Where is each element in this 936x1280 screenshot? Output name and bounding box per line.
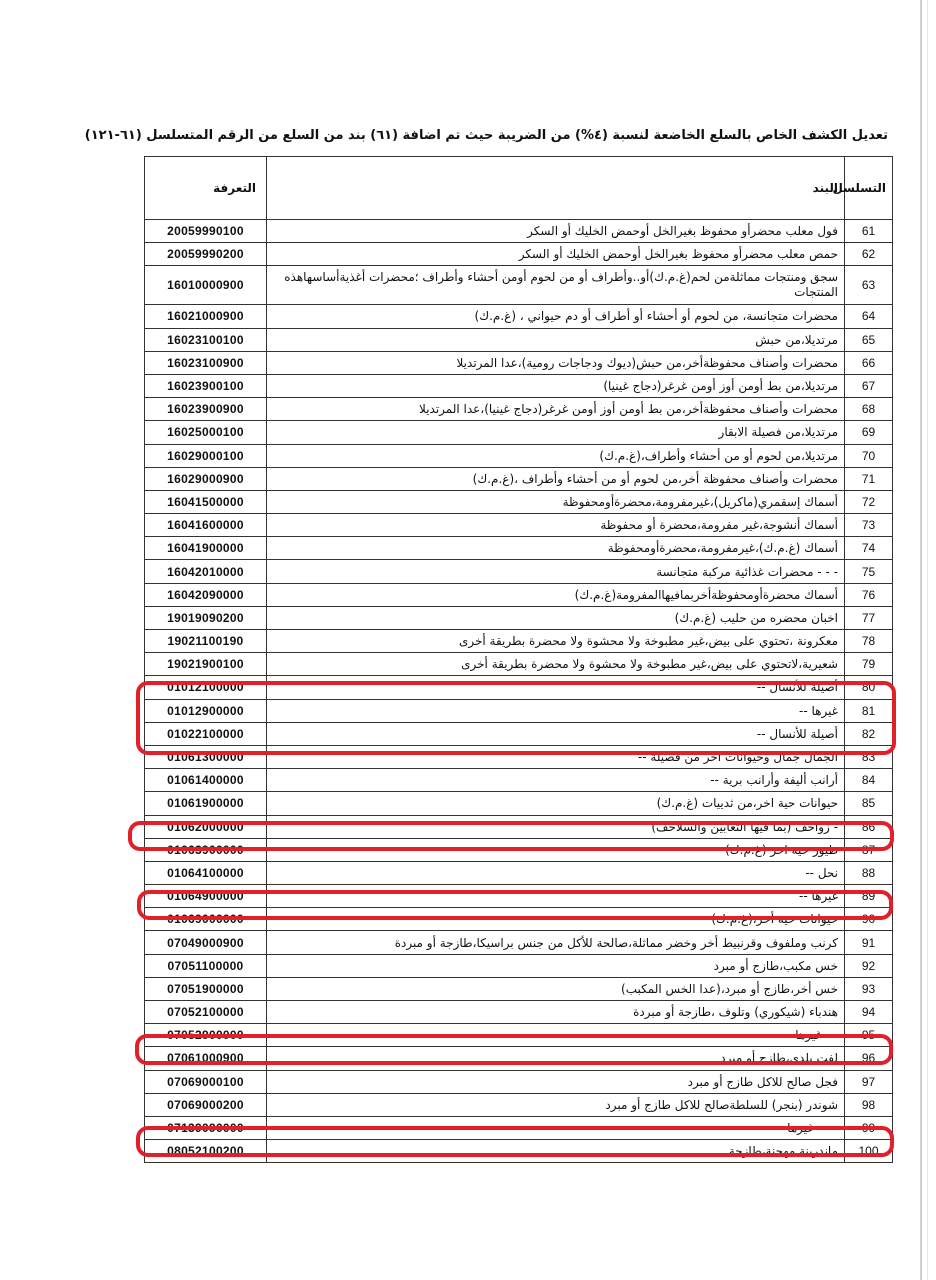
- page-edge-shadow: [927, 0, 928, 1280]
- header-serial: التسلسل: [845, 157, 893, 220]
- table-row: [145, 305, 893, 328]
- row-tariff-code: 01022100000: [145, 722, 267, 745]
- document-heading: تعديل الكشف الخاص بالسلع الخاضعة لنسبة (٤%) من الضريبة حيث تم اضافة (٦١) بند من السلع من الرقم المتسلسل (٦١-١٢١): [84, 128, 888, 143]
- row-item-description: محضرات متجانسة، من لحوم أو أحشاء أو أطراف أو دم حيواني ، (غ.م.ك): [267, 305, 845, 328]
- row-tariff-code: 01069000000: [145, 908, 267, 931]
- row-serial: 78: [845, 630, 893, 653]
- row-item-description: خس أخر،طازج أو مبرد،(عدا الخس المكبب): [267, 977, 845, 1000]
- tariff-table: [144, 156, 893, 1163]
- row-item-description: مرتديلا،من لحوم أو من أحشاء وأطراف،(غ.م.ك): [267, 444, 845, 467]
- row-item-description: معكرونة ،تحتوي على بيض،غير مطبوخة ولا محشوة ولا محضرة بطريقة أخرى: [267, 630, 845, 653]
- row-item-description: شوندر (بنجر) للسلطةصالح للاكل طازج أو مبرد: [267, 1093, 845, 1116]
- row-tariff-code: 07049000900: [145, 931, 267, 954]
- row-tariff-code: 19019090200: [145, 606, 267, 629]
- row-item-description: محضرات وأصناف محفوظةأخر،من بط أومن أوز أومن غرغر(دجاج غينيا)،عدا المرتديلا: [267, 398, 845, 421]
- row-tariff-code: 01062000000: [145, 815, 267, 838]
- row-item-description: أصيلة للأنسال --: [267, 676, 845, 699]
- row-item-description: حيوانات حية أخر،(غ.م.ك): [267, 908, 845, 931]
- row-serial: 86: [845, 815, 893, 838]
- row-serial: 94: [845, 1001, 893, 1024]
- row-tariff-code: 08052100200: [145, 1140, 267, 1163]
- table-row: [145, 398, 893, 421]
- row-serial: 98: [845, 1093, 893, 1116]
- row-tariff-code: 20059990100: [145, 220, 267, 243]
- row-item-description: أسماك (غ.م.ك)،غيرمفرومة،محضرةأومحفوظة: [267, 537, 845, 560]
- row-tariff-code: 16029000900: [145, 467, 267, 490]
- table-row: [145, 769, 893, 792]
- row-serial: 80: [845, 676, 893, 699]
- table-row: [145, 243, 893, 266]
- row-tariff-code: 07051900000: [145, 977, 267, 1000]
- table-row: [145, 374, 893, 397]
- row-tariff-code: 16010000900: [145, 266, 267, 305]
- row-item-description: اخبان محضره من حليب (غ.م.ك): [267, 606, 845, 629]
- row-item-description: هندباء (شيكوري) وتلوف ،طازجة أو مبردة: [267, 1001, 845, 1024]
- row-item-description: غيرها --: [267, 885, 845, 908]
- row-serial: 81: [845, 699, 893, 722]
- row-item-description: أصيلة للأنسال --: [267, 722, 845, 745]
- row-serial: 67: [845, 374, 893, 397]
- row-serial: 84: [845, 769, 893, 792]
- row-tariff-code: 16021000900: [145, 305, 267, 328]
- table-row: [145, 444, 893, 467]
- row-tariff-code: 07051100000: [145, 954, 267, 977]
- table-row: [145, 1001, 893, 1024]
- header-tariff: التعرفة: [145, 157, 267, 220]
- row-tariff-code: 07139090000: [145, 1116, 267, 1139]
- page-edge: [920, 0, 922, 1280]
- row-item-description: - - - محضرات غذائية مركبة متجانسة: [267, 560, 845, 583]
- highlight-box-row-86: [128, 821, 894, 851]
- table-row: [145, 653, 893, 676]
- row-tariff-code: 16041500000: [145, 490, 267, 513]
- row-item-description: - - - غيرها: [267, 1116, 845, 1139]
- table-row: [145, 977, 893, 1000]
- row-item-description: حيوانات حية اخر،من ثدييات (غ.م.ك): [267, 792, 845, 815]
- row-serial: 71: [845, 467, 893, 490]
- table-row: [145, 954, 893, 977]
- highlight-box-row-99: [136, 1126, 894, 1157]
- row-tariff-code: 19021900100: [145, 653, 267, 676]
- table-row: [145, 328, 893, 351]
- row-serial: 76: [845, 583, 893, 606]
- row-serial: 87: [845, 838, 893, 861]
- row-tariff-code: 16041900000: [145, 537, 267, 560]
- row-tariff-code: 07069000100: [145, 1070, 267, 1093]
- row-serial: 95: [845, 1024, 893, 1047]
- row-serial: 89: [845, 885, 893, 908]
- row-serial: 88: [845, 861, 893, 884]
- row-serial: 77: [845, 606, 893, 629]
- row-item-description: حمص معلب محضرأو محفوظ بغيرالخل أوحمض الخليك أو السكر: [267, 243, 845, 266]
- row-item-description: شعيرية،لاتحتوي على بيض،غير مطبوخة ولا محشوة ولا محضرة بطريقة أخرى: [267, 653, 845, 676]
- row-serial: 85: [845, 792, 893, 815]
- table-row: [145, 351, 893, 374]
- row-serial: 69: [845, 421, 893, 444]
- table-row: [145, 1093, 893, 1116]
- row-serial: 68: [845, 398, 893, 421]
- table-row: [145, 861, 893, 884]
- row-item-description: مرتديلا،من بط أومن أوز أومن غرغر(دجاج غينيا): [267, 374, 845, 397]
- table-row: [145, 583, 893, 606]
- row-serial: 61: [845, 220, 893, 243]
- row-item-description: فجل صالح للاكل طازج أو مبرد: [267, 1070, 845, 1093]
- row-item-description: مرتديلا،من فصيلة الابقار: [267, 421, 845, 444]
- row-serial: 73: [845, 514, 893, 537]
- row-serial: 100: [845, 1140, 893, 1163]
- table-row: [145, 792, 893, 815]
- table-row: [145, 560, 893, 583]
- row-tariff-code: 16029000100: [145, 444, 267, 467]
- header-item: البند: [267, 157, 845, 220]
- row-serial: 72: [845, 490, 893, 513]
- row-item-description: - - غيرها: [267, 1024, 845, 1047]
- row-serial: 97: [845, 1070, 893, 1093]
- row-tariff-code: 01012900000: [145, 699, 267, 722]
- row-tariff-code: 20059990200: [145, 243, 267, 266]
- highlight-box-rows-80-82: [136, 681, 896, 755]
- row-item-description: سجق ومنتجات مماثلةمن لحم(غ.م.ك)أو..وأطراف أو من لحوم أومن أحشاء وأطراف ؛محضرات أغذيةأساسهاهذه المنتجات: [267, 266, 845, 305]
- row-item-description: فول معلب محضرأو محفوظ بغيرالخل أوحمض الخليك أو السكر: [267, 220, 845, 243]
- row-serial: 62: [845, 243, 893, 266]
- table-row: [145, 490, 893, 513]
- row-item-description: أسماك إسقمري(ماكريل)،غيرمفرومة،محضرةأومحفوظة: [267, 490, 845, 513]
- table-row: [145, 467, 893, 490]
- row-item-description: ماندرينة مهجنة،طازجة: [267, 1140, 845, 1163]
- row-serial: 90: [845, 908, 893, 931]
- row-serial: 96: [845, 1047, 893, 1070]
- row-serial: 75: [845, 560, 893, 583]
- table-row: [145, 931, 893, 954]
- row-item-description: أسماك أنشوجة،غير مفرومة،محضرة أو محفوظة: [267, 514, 845, 537]
- row-serial: 66: [845, 351, 893, 374]
- row-item-description: أرانب أليفة وأرانب برية --: [267, 769, 845, 792]
- row-tariff-code: 01061400000: [145, 769, 267, 792]
- row-tariff-code: 07052900000: [145, 1024, 267, 1047]
- row-serial: 65: [845, 328, 893, 351]
- row-item-description: أسماك محضرةأومحفوظةأخربمافيهاالمفرومة(غ.م.ك): [267, 583, 845, 606]
- row-tariff-code: 16025000100: [145, 421, 267, 444]
- row-tariff-code: 01061900000: [145, 792, 267, 815]
- table-row: [145, 537, 893, 560]
- row-item-description: نحل --: [267, 861, 845, 884]
- row-serial: 83: [845, 745, 893, 768]
- row-tariff-code: 07061000900: [145, 1047, 267, 1070]
- row-serial: 93: [845, 977, 893, 1000]
- row-tariff-code: 16023900900: [145, 398, 267, 421]
- row-item-description: خس مكبب،طازج أو مبرد: [267, 954, 845, 977]
- row-serial: 91: [845, 931, 893, 954]
- row-item-description: غيرها --: [267, 699, 845, 722]
- row-tariff-code: 19021100190: [145, 630, 267, 653]
- table-row: [145, 220, 893, 243]
- table-row: [145, 606, 893, 629]
- table-row: [145, 514, 893, 537]
- row-tariff-code: 16041600000: [145, 514, 267, 537]
- row-tariff-code: 16023100900: [145, 351, 267, 374]
- row-item-description: الجمال جمال وحيوانات اخر من فصيلة --: [267, 745, 845, 768]
- row-tariff-code: 16023100100: [145, 328, 267, 351]
- table-row: [145, 266, 893, 305]
- row-serial: 79: [845, 653, 893, 676]
- row-serial: 99: [845, 1116, 893, 1139]
- row-item-description: محضرات وأصناف محفوظةأخر،من حبش(ديوك ودجاجات رومية)،عدا المرتديلا: [267, 351, 845, 374]
- table-row: [145, 421, 893, 444]
- row-tariff-code: 01012100000: [145, 676, 267, 699]
- row-tariff-code: 16042090000: [145, 583, 267, 606]
- highlight-box-row-95: [135, 1034, 893, 1065]
- row-tariff-code: 16023900100: [145, 374, 267, 397]
- table-row: [145, 630, 893, 653]
- row-serial: 63: [845, 266, 893, 305]
- row-tariff-code: 07069000200: [145, 1093, 267, 1116]
- row-tariff-code: 01064900000: [145, 885, 267, 908]
- row-tariff-code: 01064100000: [145, 861, 267, 884]
- row-item-description: مرتديلا،من حبش: [267, 328, 845, 351]
- row-serial: 92: [845, 954, 893, 977]
- row-tariff-code: 01063900000: [145, 838, 267, 861]
- row-serial: 74: [845, 537, 893, 560]
- table-header-row: [145, 157, 893, 220]
- highlight-box-row-89: [137, 890, 893, 920]
- row-item-description: - زواحف (بما فيها الثعابين والسلاحف): [267, 815, 845, 838]
- row-serial: 64: [845, 305, 893, 328]
- row-serial: 70: [845, 444, 893, 467]
- table-row: [145, 1070, 893, 1093]
- row-item-description: محضرات وأصناف محفوظة أخر،من لحوم أو من أحشاء وأطراف ،(غ.م.ك): [267, 467, 845, 490]
- row-tariff-code: 01061300000: [145, 745, 267, 768]
- row-tariff-code: 16042010000: [145, 560, 267, 583]
- row-item-description: لفت بلدي،طازج أو مبرد: [267, 1047, 845, 1070]
- row-item-description: طيور حية اخر (غ.م.ك): [267, 838, 845, 861]
- row-item-description: كرنب وملفوف وقرنبيط أخر وخضر مماثلة،صالحة للأكل من جنس براسيكا،طازجة أو مبردة: [267, 931, 845, 954]
- row-tariff-code: 07052100000: [145, 1001, 267, 1024]
- row-serial: 82: [845, 722, 893, 745]
